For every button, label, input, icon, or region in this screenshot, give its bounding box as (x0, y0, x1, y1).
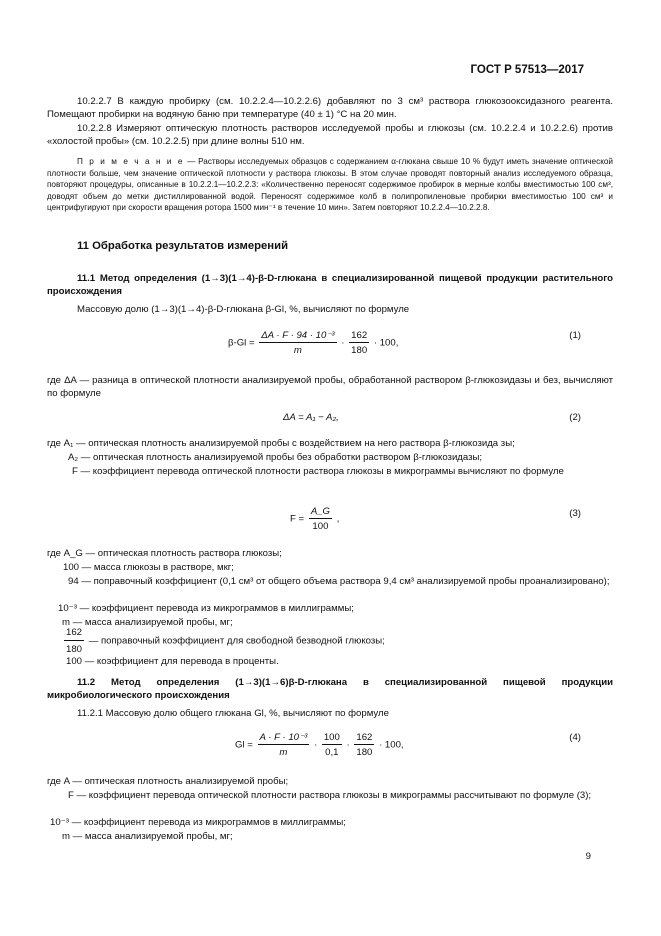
eq4-lhs: Gl = (235, 739, 253, 751)
definition-m: m — масса анализируемой пробы, мг; (62, 617, 233, 628)
equation-4-number: (4) (569, 732, 581, 743)
definition-f: F — коэффициент перевода оптической плотности раствора глюкозы в микрограммы вычисляют по формуле (72, 466, 564, 477)
eq1-dot: · (341, 337, 345, 349)
equation-2-number: (2) (569, 412, 581, 423)
paragraph-10-2-2-7: 10.2.2.7 В каждую пробирку (см. 10.2.2.4—10.2.2.6) добавляют по 3 см³ раствора глюкозооксидазного реагента. Помещают пробирки на водяную баню при температуре (40 ± 1) °С на 20 мин. (47, 96, 613, 120)
definition-162-180 (62, 626, 385, 656)
def-fraction-desc: — поправочный коэффициент для свободной безводной глюкозы; (88, 635, 385, 647)
page-number: 9 (585, 851, 591, 862)
equation-3-number: (3) (569, 508, 581, 519)
eq1-fraction (259, 330, 336, 356)
eq1-numerator-2: 162 (351, 330, 368, 341)
subsection-11-1-intro: Массовую долю (1→3)(1→4)-β-D-глюкана β-Gl, %, вычисляют по формуле (77, 304, 410, 315)
eq3-fraction (309, 506, 332, 532)
equation-1 (228, 330, 398, 356)
eq3-numerator: A_G (310, 506, 331, 517)
eq1-denominator: m (293, 345, 302, 356)
definition-a1: где A₁ — оптическая плотность анализируемой пробы с воздействием на него раствора β-глюкозида зы; (47, 438, 515, 449)
subsection-11-2-intro: 11.2.1 Массовую долю общего глюкана Gl, %, вычисляют по формуле (77, 708, 389, 719)
subsection-11-2-title: 11.2 Метод определения (1→3)(1→6)β-D-глюкана в специализированной пищевой продукции микробиологического происхождения (47, 677, 613, 701)
definition-percent: 100 — коэффициент для перевода в проценты. (66, 656, 279, 667)
definition-100-mass: 100 — масса глюкозы в растворе, мкг; (63, 562, 234, 573)
definition-delta-a: где ΔA — разница в оптической плотности анализируемой пробы, обработанной раствором β-глюкозидазы и без, вычисляют по формуле (47, 375, 613, 399)
standard-header: ГОСТ Р 57513—2017 (470, 64, 584, 76)
definition-m-2: m — масса анализируемой пробы, мг; (62, 831, 233, 842)
def-fraction (64, 626, 84, 656)
equation-3 (290, 506, 339, 532)
eq1-lhs: β-Gl = (228, 337, 255, 349)
eq4-denominator-3: 180 (356, 747, 373, 758)
eq3-denominator: 100 (312, 521, 329, 532)
eq4-denominator: m (279, 747, 288, 758)
eq1-fraction-2 (349, 330, 369, 356)
eq3-lhs: F = (290, 513, 305, 525)
subsection-11-1-title: 11.1 Метод определения (1→3)(1→4)-β-D-глюкана в специализированной пищевой продукции растительного происхождения (47, 273, 613, 297)
def-fraction-den: 180 (66, 644, 83, 655)
note-block (47, 156, 613, 214)
definition-10e-3: 10⁻³ — коэффициент перевода из микрограммов в миллиграммы; (58, 603, 354, 614)
equation-4: Gl = $\frac{\text{A · F · 10⁻³}}{m}$ · $\frac{100}{0,1}$ · $\frac{162}{180}$ · 100, (235, 732, 404, 758)
definition-f-2: F — коэффициент перевода оптической плотности раствора глюкозы в микрограммы рассчитывают по формуле (3); (68, 790, 592, 801)
eq1-numerator: ΔA · F · 94 · 10⁻³ (261, 330, 335, 341)
definition-10e-3-2: 10⁻³ — коэффициент перевода из микрограммов в миллиграммы; (50, 817, 346, 828)
note-label: П р и м е ч а н и е (77, 157, 185, 166)
definition-a2: A₂ — оптическая плотность анализируемой пробы без обработки раствором β-глюкозидазы; (68, 452, 483, 463)
eq3-tail: , (336, 513, 340, 525)
eq4-fraction-3 (354, 732, 374, 758)
equation-2: ΔA = A₁ − A₂, (283, 412, 339, 423)
paragraph-10-2-2-8: 10.2.2.8 Измеряют оптическую плотность растворов исследуемой пробы и глюкозы (см. 10.2.2.4 и 10.2.2.6) против «холостой пробы» (см. 10.2.2.5) при длине волны 510 нм. (47, 123, 613, 147)
eq4-denominator-2: 0,1 (325, 747, 339, 758)
eq1-tail: · 100, (373, 337, 399, 349)
eq4-tail: · 100, (379, 739, 404, 751)
eq4-fraction (258, 732, 310, 758)
eq4-fraction-2 (322, 732, 342, 758)
definition-a: где A — оптическая плотность анализируемой пробы; (47, 776, 289, 787)
section-11-title: 11 Обработка результатов измерений (77, 240, 289, 252)
def-fraction-num: 162 (64, 626, 84, 641)
eq4-numerator: A · F · 10⁻³ (259, 732, 308, 743)
definition-94: 94 — поправочный коэффициент (0,1 см³ от общего объема раствора 9,4 см³ анализируемой пробы проанализировано); (68, 576, 610, 587)
eq4-numerator-3: 162 (356, 732, 373, 743)
equation-1-number: (1) (569, 330, 581, 341)
definition-ag: где A_G — оптическая плотность раствора глюкозы; (47, 548, 282, 559)
eq4-numerator-2: 100 (323, 732, 340, 743)
eq1-denominator-2: 180 (351, 345, 368, 356)
note-text: — Растворы исследуемых образцов с содержанием α-глюкана свыше 10 % будут иметь значение оптической плотности больше, чем значение оптической плотности у раствора глюкозы. В этом случае проводят повторный анализ исследуемого образца, повторяют процедуры, описанные в 10.2.2.1—10.2.2.3: «Количественно переносят содержимое пробирок в мерные колбы вместимостью 100 см³, доводят объем до метки дистиллированной водой. Переносят содержимое колб в полипропиленовые пробирки вместимостью 100 см³ и центрифугируют при скорости вращения ротора 1500 мин⁻¹ в течение 10 мин». Затем повторяют 10.2.2.4—10.2.2.8. (47, 157, 613, 213)
